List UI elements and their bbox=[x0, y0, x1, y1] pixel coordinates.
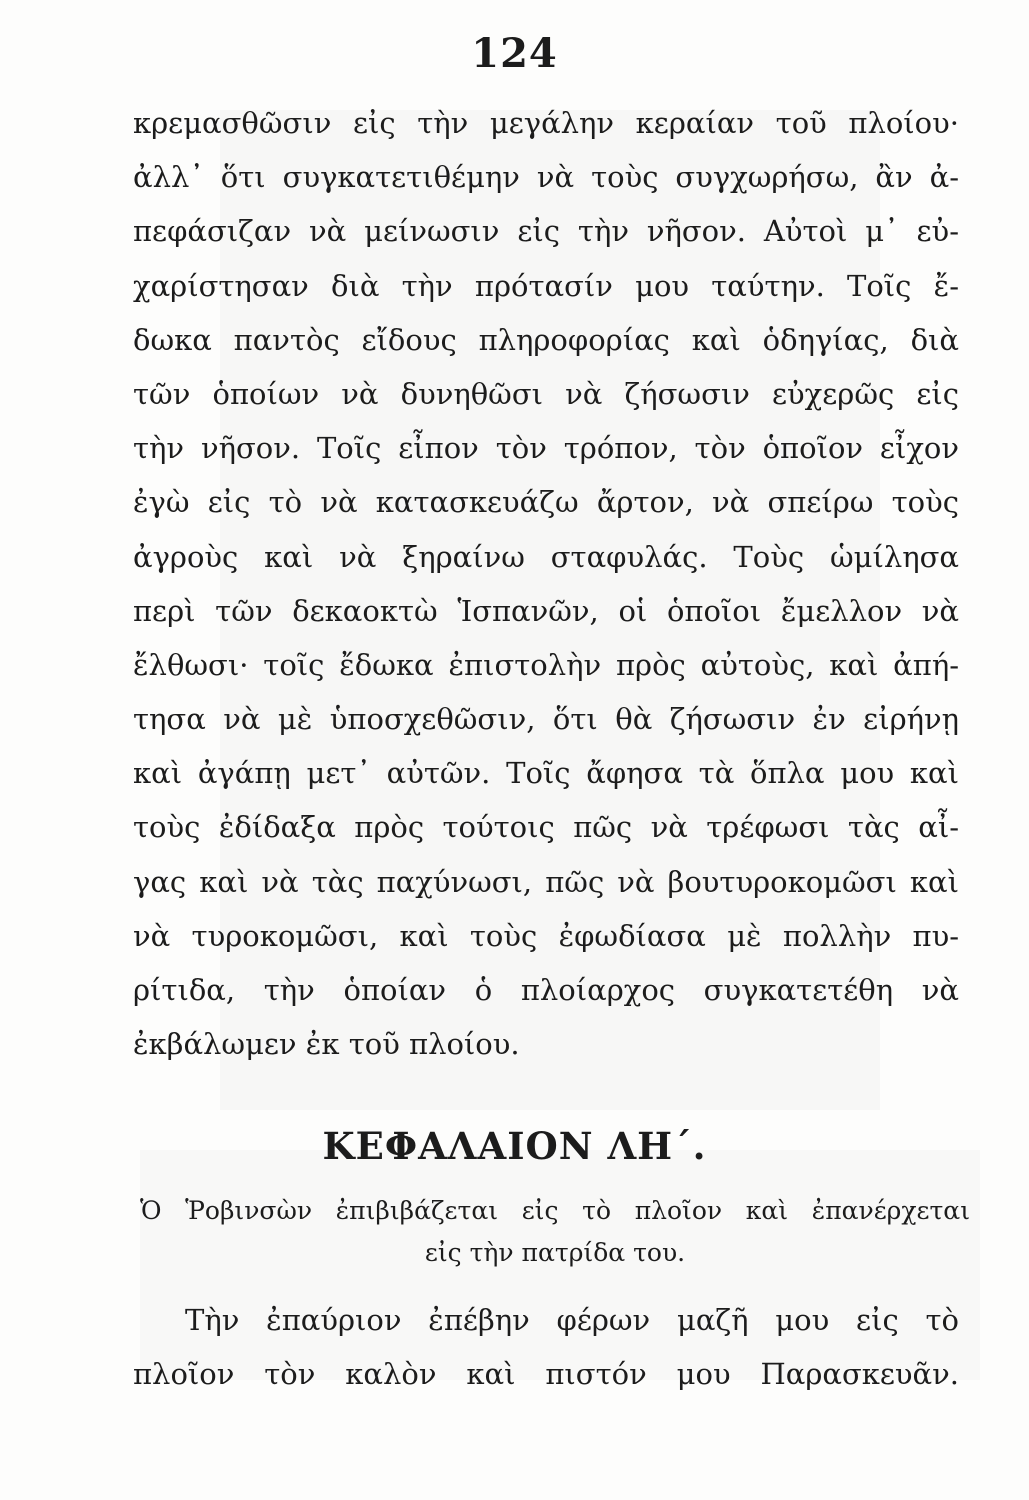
text-line: τοὺς ἐδίδαξα πρὸς τούτοις πῶς νὰ τρέφωσι τὰς αἶ- bbox=[133, 810, 959, 845]
text-line: καὶ ἀγάπῃ μετ᾽ αὐτῶν. Τοῖς ἄφησα τὰ ὅπλα μου καὶ bbox=[133, 756, 959, 791]
text-line: Τὴν ἐπαύριον ἐπέβην φέρων μαζῆ μου εἰς τὸ bbox=[185, 1303, 959, 1337]
text-line: περὶ τῶν δεκαοκτὼ Ἱσπανῶν, οἱ ὁποῖοι ἔμελλον νὰ bbox=[133, 593, 959, 628]
text-line: ἐκβάλωμεν ἐκ τοῦ πλοίου. bbox=[133, 1027, 520, 1062]
text-line: τῶν ὁποίων νὰ δυνηθῶσι νὰ ζήσωσιν εὐχερῶς εἰς bbox=[133, 376, 959, 411]
text-line: ρίτιδα, τὴν ὁποίαν ὁ πλοίαρχος συγκατετέθη νὰ bbox=[133, 973, 959, 1007]
text-line: ἀλλ᾽ ὅτι συγκατετιθέμην νὰ τοὺς συγχωρήσω, ἂν ἀ- bbox=[133, 160, 959, 195]
text-line: γας καὶ νὰ τὰς παχύνωσι, πῶς νὰ βουτυροκομῶσι καὶ bbox=[133, 864, 959, 899]
page-number: 124 bbox=[471, 30, 558, 77]
summary-line: Ὁ Ῥοβινσὼν ἐπιβιβάζεται εἰς τὸ πλοῖον καὶ ἐπανέρχεται bbox=[140, 1196, 970, 1225]
body-text bbox=[133, 96, 959, 1071]
text-line: τὴν νῆσον. Τοῖς εἶπον τὸν τρόπον, τὸν ὁποῖον εἶχον bbox=[133, 431, 959, 466]
text-line: τησα νὰ μὲ ὑποσχεθῶσιν, ὅτι θὰ ζήσωσιν ἐν εἰρήνῃ bbox=[133, 702, 959, 737]
text-line: πεφάσιζαν νὰ μείνωσιν εἰς τὴν νῆσον. Αὐτοὶ μ᾽ εὐ- bbox=[133, 214, 959, 249]
text-line: χαρίστησαν διὰ τὴν πρότασίν μου ταύτην. Τοῖς ἔ- bbox=[133, 268, 959, 303]
chapter-body-text bbox=[133, 1293, 959, 1401]
text-line: ἐγὼ εἰς τὸ νὰ κατασκευάζω ἄρτον, νὰ σπείρω τοὺς bbox=[133, 485, 959, 520]
text-line: κρεμασθῶσιν εἰς τὴν μεγάλην κεραίαν τοῦ πλοίου· bbox=[133, 106, 959, 140]
text-line: ἀγροὺς καὶ νὰ ξηραίνω σταφυλάς. Τοὺς ὡμίλησα bbox=[133, 539, 959, 574]
text-line: δωκα παντὸς εἴδους πληροφορίας καὶ ὁδηγίας, διὰ bbox=[133, 322, 959, 357]
text-line: πλοῖον τὸν καλὸν καὶ πιστόν μου Παρασκευᾶν. bbox=[133, 1357, 959, 1392]
text-line: ἔλθωσι· τοῖς ἔδωκα ἐπιστολὴν πρὸς αὐτοὺς, καὶ ἀπή- bbox=[133, 647, 959, 682]
summary-line: εἰς τὴν πατρίδα του. bbox=[424, 1238, 686, 1267]
chapter-summary bbox=[140, 1190, 970, 1274]
text-line: νὰ τυροκομῶσι, καὶ τοὺς ἐφωδίασα μὲ πολλὴν πυ- bbox=[133, 918, 959, 953]
chapter-heading: ΚΕΦΑΛΑΙΟΝ ΛΗ΄. bbox=[322, 1124, 707, 1168]
